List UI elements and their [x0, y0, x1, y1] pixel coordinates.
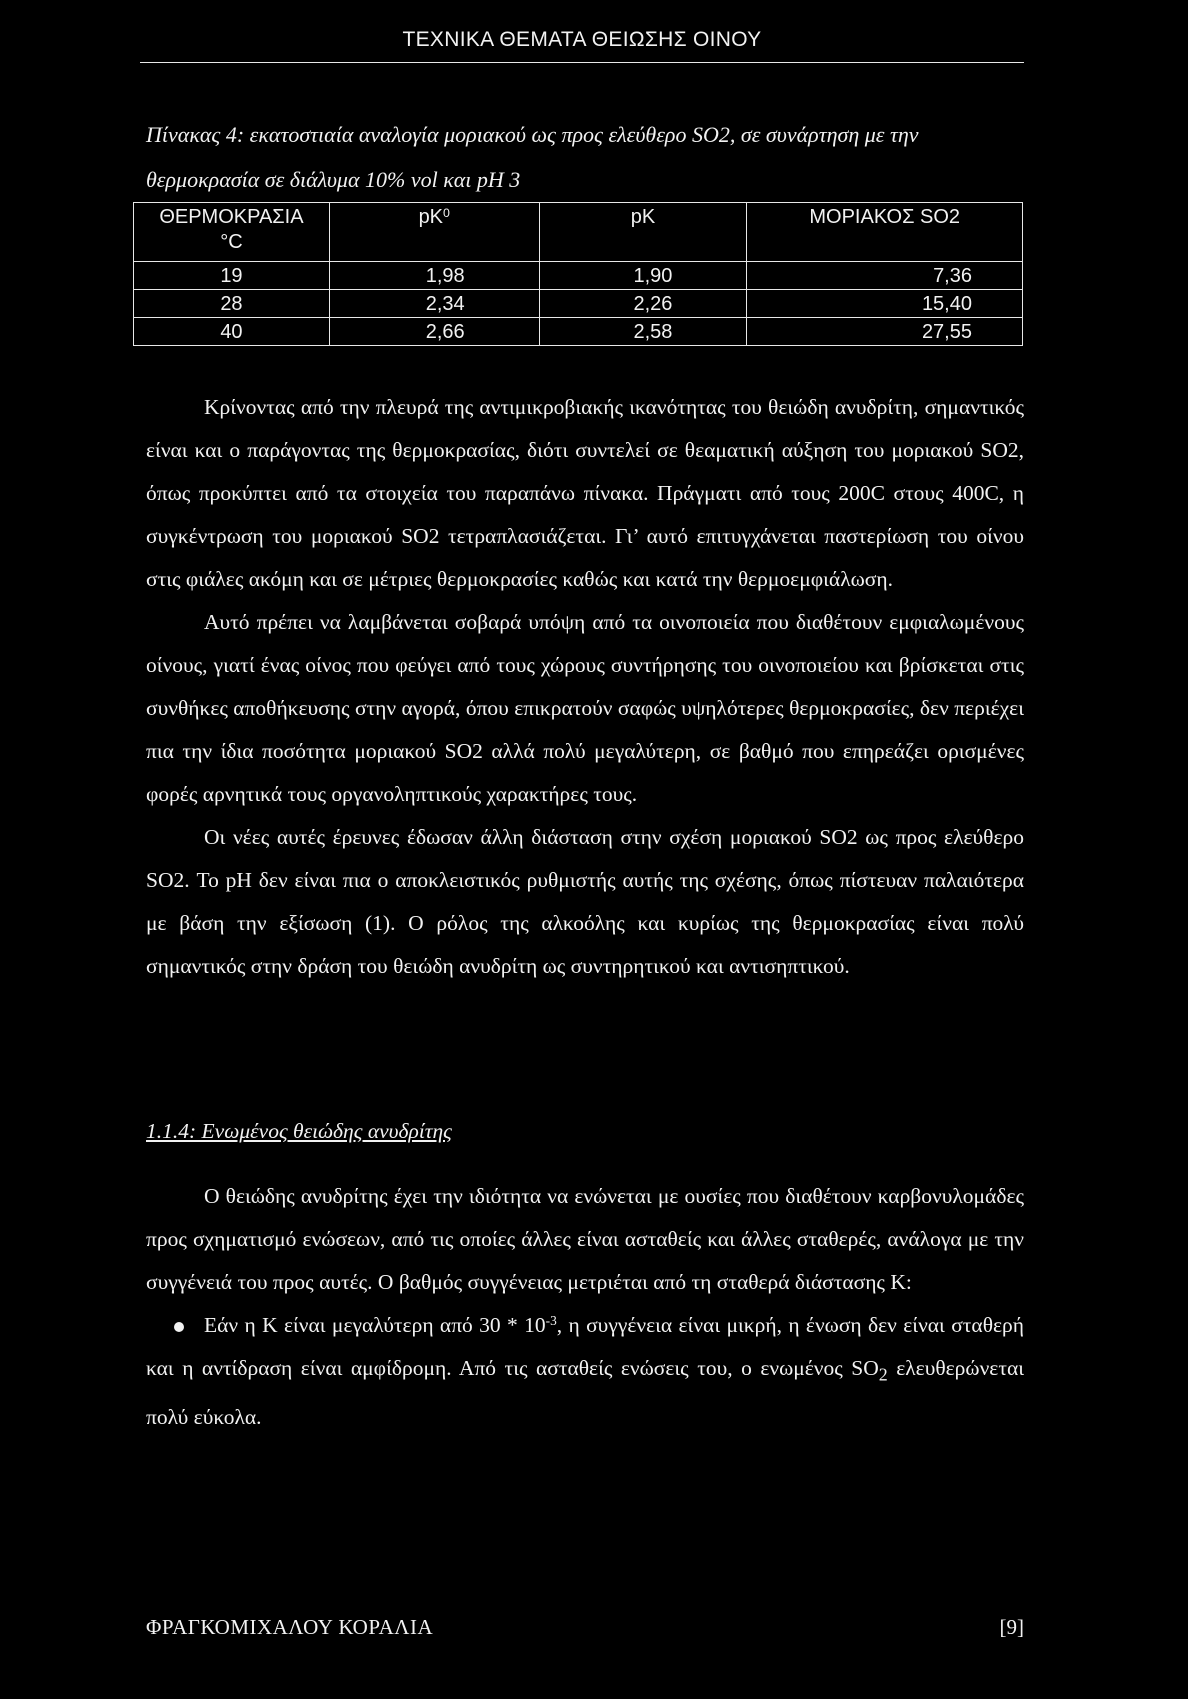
header-rule — [140, 62, 1024, 63]
table-cell: 1,98 — [329, 262, 539, 290]
paragraph: Αυτό πρέπει να λαμβάνεται σοβαρά υπόψη από τα οινοποιεία που διαθέτουν εμφιαλωμένους οίνους, γιατί ένας οίνος που φεύγει από τους χώρους συντήρησης του οινοποιείου και βρίσκεται στις συνθήκες αποθήκευσης στην αγορά, όπου επικρατούν σαφώς υψηλότερες θερμοκρασίες, δεν περιέχει πια την ίδια ποσότητα μοριακού SO2 αλλά πολύ μεγαλύτερη, σε βαθμό που επηρεάζει ορισμένες φορές αρνητικά τους οργανοληπτικούς χαρακτήρες τους. — [146, 610, 1024, 806]
body-text-block-1 — [146, 386, 1024, 988]
table-cell: 15,40 — [747, 290, 1023, 318]
table-cell: 1,90 — [539, 262, 747, 290]
table-cell: 2,58 — [539, 318, 747, 346]
col-header-pk0: $pK^0$ — [329, 203, 539, 262]
table-caption: Πίνακας 4: εκατοστιαία αναλογία μοριακού ως προς ελεύθερο SO2, σε συνάρτηση με την θερμοκρασία σε διάλυμα 10% vol και pH 3 — [146, 122, 919, 192]
table-cell: 19 — [134, 262, 330, 290]
col-header-pk: pK — [539, 203, 747, 262]
bullet-text: Εάν η Κ είναι μεγαλύτερη από $30 * 10^{-3}$, η συγγένεια είναι μικρή, η ένωση δεν είναι σταθερή και η αντίδραση είναι αμφίδρομη. Από τις ασταθείς ενώσεις του, ο ενωμένος $SO_2$ ελευθερώνεται πολύ εύκολα. — [146, 1313, 1025, 1430]
table-row — [134, 318, 1023, 346]
table-row — [134, 290, 1023, 318]
data-table — [133, 202, 1023, 346]
table-cell: 2,34 — [329, 290, 539, 318]
page-number: [9] — [999, 1615, 1024, 1639]
section-heading: 1.1.4: Ενωμένος θειώδης ανυδρίτης — [146, 1119, 452, 1143]
table-cell: 2,26 — [539, 290, 747, 318]
table-cell: 28 — [134, 290, 330, 318]
bullet-item — [146, 1304, 1024, 1439]
table-cell: 27,55 — [747, 318, 1023, 346]
footer-author: ΦΡΑΓΚΟΜΙΧΑΛΟΥ ΚΟΡΑΛΙΑ — [146, 1615, 434, 1639]
running-header: ΤΕΧΝΙΚΑ ΘΕΜΑΤΑ ΘΕΙΩΣΗΣ ΟΙΝΟΥ — [402, 28, 762, 51]
bullet-icon — [174, 1322, 184, 1332]
table-header-row — [134, 203, 1023, 262]
table-cell: 2,66 — [329, 318, 539, 346]
col-header-molecular-so2: ΜΟΡΙΑΚΟΣ SO2 — [747, 203, 1023, 262]
table-row — [134, 262, 1023, 290]
col-header-temperature: ΘΕΡΜΟΚΡΑΣΙΑ °C — [134, 203, 330, 262]
paragraph: Οι νέες αυτές έρευνες έδωσαν άλλη διάσταση στην σχέση μοριακού SO2 ως προς ελεύθερο SO2. Το pH δεν είναι πια ο αποκλειστικός ρυθμιστής αυτής της σχέσης, όπως πίστευαν παλαιότερα με βάση την εξίσωση (1). Ο ρόλος της αλκοόλης και κυρίως της θερμοκρασίας είναι πολύ σημαντικός στην δράση του θειώδη ανυδρίτη ως συντηρητικού και αντισηπτικού. — [146, 825, 1024, 978]
table-cell: 40 — [134, 318, 330, 346]
table-cell: 7,36 — [747, 262, 1023, 290]
section-block — [146, 1110, 1024, 1439]
paragraph: Κρίνοντας από την πλευρά της αντιμικροβιακής ικανότητας του θειώδη ανυδρίτη, σημαντικός είναι και ο παράγοντας της θερμοκρασίας, διότι συντελεί σε θεαματική αύξηση του μοριακού SO2, όπως προκύπτει από τα στοιχεία του παραπάνω πίνακα. Πράγματι από τους 200C στους 400C, η συγκέντρωση του μοριακού SO2 τετραπλασιάζεται. Γι’ αυτό επιτυγχάνεται παστερίωση του οίνου στις φιάλες ακόμη και σε μέτριες θερμοκρασίες καθώς και κατά την θερμοεμφιάλωση. — [146, 395, 1024, 591]
paragraph: Ο θειώδης ανυδρίτης έχει την ιδιότητα να ενώνεται με ουσίες που διαθέτουν καρβονυλομάδες προς σχηματισμό ενώσεων, από τις οποίες άλλες είναι ασταθείς και άλλες σταθερές, ανάλογα με την συγγένειά του προς αυτές. Ο βαθμός συγγένειας μετριέται από τη σταθερά διάστασης Κ: — [146, 1184, 1024, 1294]
